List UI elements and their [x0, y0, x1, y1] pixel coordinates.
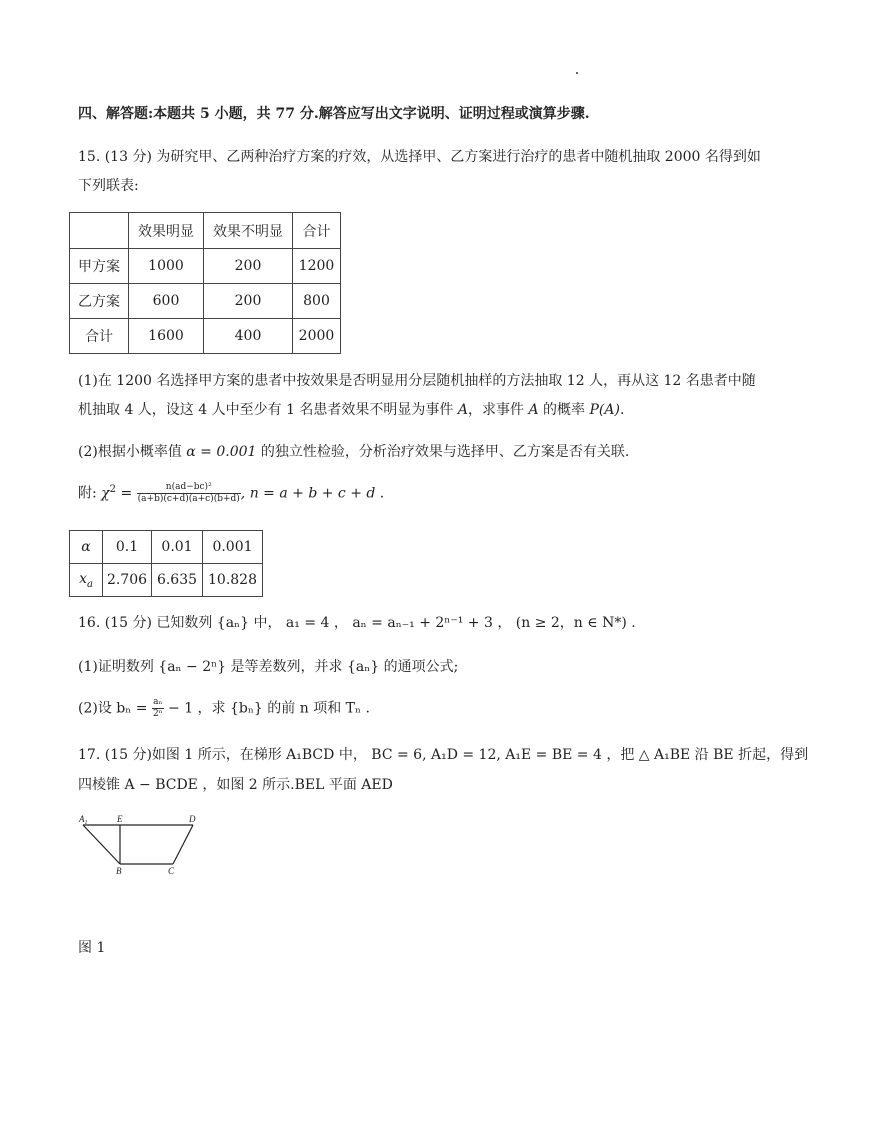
- table-cell: 200: [204, 284, 293, 319]
- table-row: [70, 564, 263, 597]
- table-row: [70, 284, 341, 319]
- math: A: [528, 402, 539, 418]
- math: α = 0.001: [186, 444, 257, 460]
- text: (2)根据小概率值: [78, 444, 187, 460]
- fraction-denominator: 2ⁿ: [152, 709, 163, 719]
- text: 机抽取 4 人，设这 4 人中至少有 1 名患者效果不明显为事件: [78, 402, 458, 418]
- table-cell: 乙方案: [70, 284, 129, 319]
- edge-cd: [173, 825, 193, 864]
- table-cell: 1200: [293, 249, 341, 284]
- table-cell: [70, 564, 103, 597]
- q15-line1: 15. (13 分) 为研究甲、乙两种治疗方案的疗效，从选择甲、乙方案进行治疗的患者中随机抽取 2000 名得到如: [78, 149, 761, 165]
- table-cell: 2000: [293, 319, 341, 354]
- table-cell: 800: [293, 284, 341, 319]
- table-cell: 1000: [129, 249, 204, 284]
- table-row: [70, 319, 341, 354]
- edge-a1b: [83, 825, 120, 864]
- table-cell: 600: [129, 284, 204, 319]
- table-cell: 6.635: [152, 564, 203, 597]
- math: χ: [101, 485, 110, 502]
- label-e: E: [117, 814, 123, 824]
- trapezoid-figure: [75, 814, 215, 880]
- chi-square-formula: 附: $\chi^2$ = $\frac{\text{n(ad−bc)²}}{(a+b)(c+d)(a+c)(b+d)}$ , n = a + b + c + d .: [78, 482, 385, 504]
- math: , n = a + b + c + d .: [240, 485, 385, 502]
- fraction-denominator: (a+b)(c+d)(a+c)(b+d): [137, 494, 240, 504]
- label-d: D: [189, 814, 196, 824]
- table-cell: 0.001: [203, 531, 263, 564]
- q15-part2: [78, 441, 629, 461]
- text: (2)设 bₙ =: [78, 700, 152, 717]
- fraction-numerator: aₙ: [153, 697, 163, 707]
- table-cell: 0.01: [152, 531, 203, 564]
- section-heading: 四、解答题:本题共 5 小题，共 77 分.解答应写出文字说明、证明过程或演算步骤.: [78, 106, 590, 122]
- figure-caption: 图 1: [78, 940, 106, 956]
- math: A: [457, 402, 468, 418]
- text: − 1 ，求 {bₙ} 的前 n 项和 Tₙ .: [163, 700, 370, 717]
- q17-line2: 四棱锥 A − BCDE ，如图 2 所示.BEL 平面 AED: [78, 777, 393, 793]
- table-header: 效果不明显: [204, 213, 293, 249]
- critical-value-table: [69, 530, 263, 597]
- contingency-table: [69, 212, 341, 354]
- q16-part2: [78, 697, 370, 720]
- table-cell: 甲方案: [70, 249, 129, 284]
- table-cell: 400: [204, 319, 293, 354]
- math: α: [81, 539, 91, 555]
- table-cell: 200: [204, 249, 293, 284]
- formula-fraction: [152, 697, 164, 720]
- formula-fraction: [137, 482, 241, 505]
- q17-line1: 17. (15 分)如图 1 所示，在梯形 A₁BCD 中， BC = 6, A₁D = 12, A₁E = BE = 4 ，把 △ A₁BE 沿 BE 折起，得到: [78, 747, 809, 763]
- fraction-numerator: n(ad−bc)²: [137, 482, 241, 494]
- table-header: 合计: [293, 213, 341, 249]
- table-cell: 10.828: [203, 564, 263, 597]
- table-row: [70, 531, 263, 564]
- table-cell: [70, 531, 103, 564]
- table-row: [70, 249, 341, 284]
- q16-line1: 16. (15 分) 已知数列 {aₙ} 中， a₁ = 4 ， aₙ = aₙ₋₁ + 2ⁿ⁻¹ + 3 ， (n ≥ 2，n ∈ N*) .: [78, 615, 636, 631]
- q16-part1: (1)证明数列 {aₙ − 2ⁿ} 是等差数列，并求 {aₙ} 的通项公式;: [78, 659, 459, 675]
- table-row: [70, 213, 341, 249]
- stray-mark: [576, 72, 578, 74]
- table-cell: 2.706: [103, 564, 152, 597]
- table-cell: 1600: [129, 319, 204, 354]
- q15-part1-line2: [78, 399, 624, 419]
- text: 的概率: [538, 402, 590, 418]
- math: P(A): [589, 402, 620, 418]
- label-a1: $A_1$: [79, 814, 88, 826]
- text: .: [619, 402, 625, 418]
- text: 的独立性检验，分析治疗效果与选择甲、乙方案是否有关联.: [256, 444, 630, 460]
- appendix-label: 附:: [78, 485, 102, 502]
- label-b: B: [116, 866, 122, 876]
- label-c: C: [168, 866, 175, 876]
- text: ，求事件: [468, 402, 529, 418]
- math: x: [79, 570, 87, 587]
- table-cell: 合计: [70, 319, 129, 354]
- q15-line2: 下列联表:: [78, 178, 139, 194]
- q15-part1-line1: (1)在 1200 名选择甲方案的患者中按效果是否明显用分层随机抽样的方法抽取 12 人，再从这 12 名患者中随: [78, 373, 756, 389]
- table-cell: [70, 213, 129, 249]
- table-cell: 0.1: [103, 531, 152, 564]
- math: a: [86, 578, 93, 590]
- table-header: 效果明显: [129, 213, 204, 249]
